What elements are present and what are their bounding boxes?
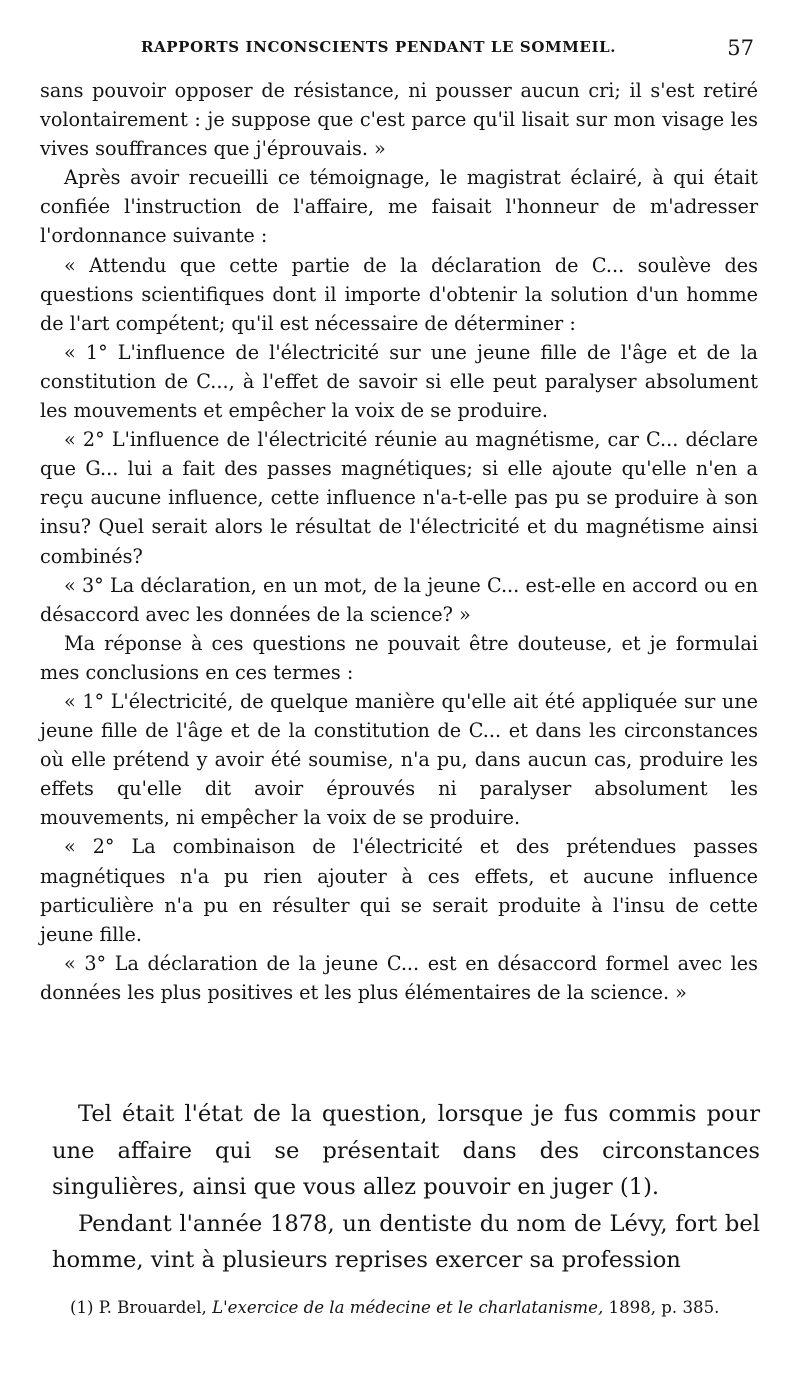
paragraph: « 3° La déclaration de la jeune C... est en désaccord formel avec les données les plus positives et les plus élémentaires de la science. » — [40, 951, 758, 1004]
paragraph: Tel était l'état de la question, lorsque je fus commis pour une affaire qui se présentait dans des circonstances singulières, ainsi que vous allez pouvoir en juger (1). — [52, 1101, 760, 1200]
paragraph: « 2° L'influence de l'électricité réunie au magnétisme, car C... déclare que G... lui a fait des passes magnétiques; si elle ajoute qu'elle n'en a reçu aucune influence, cette influence n'a-t-elle pas pu se produire à son insu? Quel serait alors le résultat de l'électricité et du magnétisme ainsi combinés? — [40, 428, 758, 568]
main-text-small — [40, 76, 758, 1007]
paragraph: « 2° La combinaison de l'électricité et des prétendues passes magnétiques n'a pu rien ajouter à ces effets, et aucune influence particulière n'a pu en résulter qui se serait produite à l'insu de cette jeune fille. — [40, 835, 758, 946]
paragraph: sans pouvoir opposer de résistance, ni pousser aucun cri; il s'est retiré volontairement : je suppose que c'est parce qu'il lisait sur mon visage les vives souffrances que j'éprouvais. » — [40, 79, 758, 161]
running-title: RAPPORTS INCONSCIENTS PENDANT LE SOMMEIL. — [141, 38, 617, 56]
paragraph: « 1° L'influence de l'électricité sur une jeune fille de l'âge et de la constitution de C..., à l'effet de savoir si elle peut paralyser absolument les mouvements et empêcher la voix de se produire. — [40, 340, 758, 423]
main-text-large — [52, 1096, 760, 1279]
footnote-marker: (1) P. Brouardel, — [70, 1298, 207, 1317]
paragraph: « 1° L'électricité, de quelque manière qu'elle ait été appliquée sur une jeune fille de l'âge et de la constitution de C... et dans les circonstances où elle prétend y avoir été soumise, n'a pu, dans aucun cas, produire les effets qu'elle dit avoir éprouvés ni paralyser absolument les mouvements, ni empêcher la voix de se produire. — [40, 689, 758, 830]
paragraph: « 3° La déclaration, en un mot, de la jeune C... est-elle en accord ou en désaccord avec les données de la science? » — [40, 573, 758, 626]
running-head — [46, 36, 758, 62]
footnote-title: L'exercice de la médecine et le charlatanisme, — [212, 1298, 604, 1317]
paragraph: Pendant l'année 1878, un dentiste du nom de Lévy, fort bel homme, vint à plusieurs reprises exercer sa profession — [52, 1210, 760, 1273]
paragraph: Après avoir recueilli ce témoignage, le magistrat éclairé, à qui était confiée l'instruction de l'affaire, me faisait l'honneur de m'adresser l'ordonnance suivante : — [40, 166, 758, 248]
footnote — [50, 1296, 760, 1320]
footnote-citation: 1898, p. 385. — [608, 1298, 720, 1317]
page-number: 57 — [727, 36, 754, 60]
paragraph: « Attendu que cette partie de la déclaration de C... soulève des questions scientifiques dont il importe d'obtenir la solution d'un homme de l'art compétent; qu'il est nécessaire de déterminer : — [40, 253, 758, 335]
paragraph: Ma réponse à ces questions ne pouvait être douteuse, et je formulai mes conclusions en ces termes : — [40, 631, 758, 684]
